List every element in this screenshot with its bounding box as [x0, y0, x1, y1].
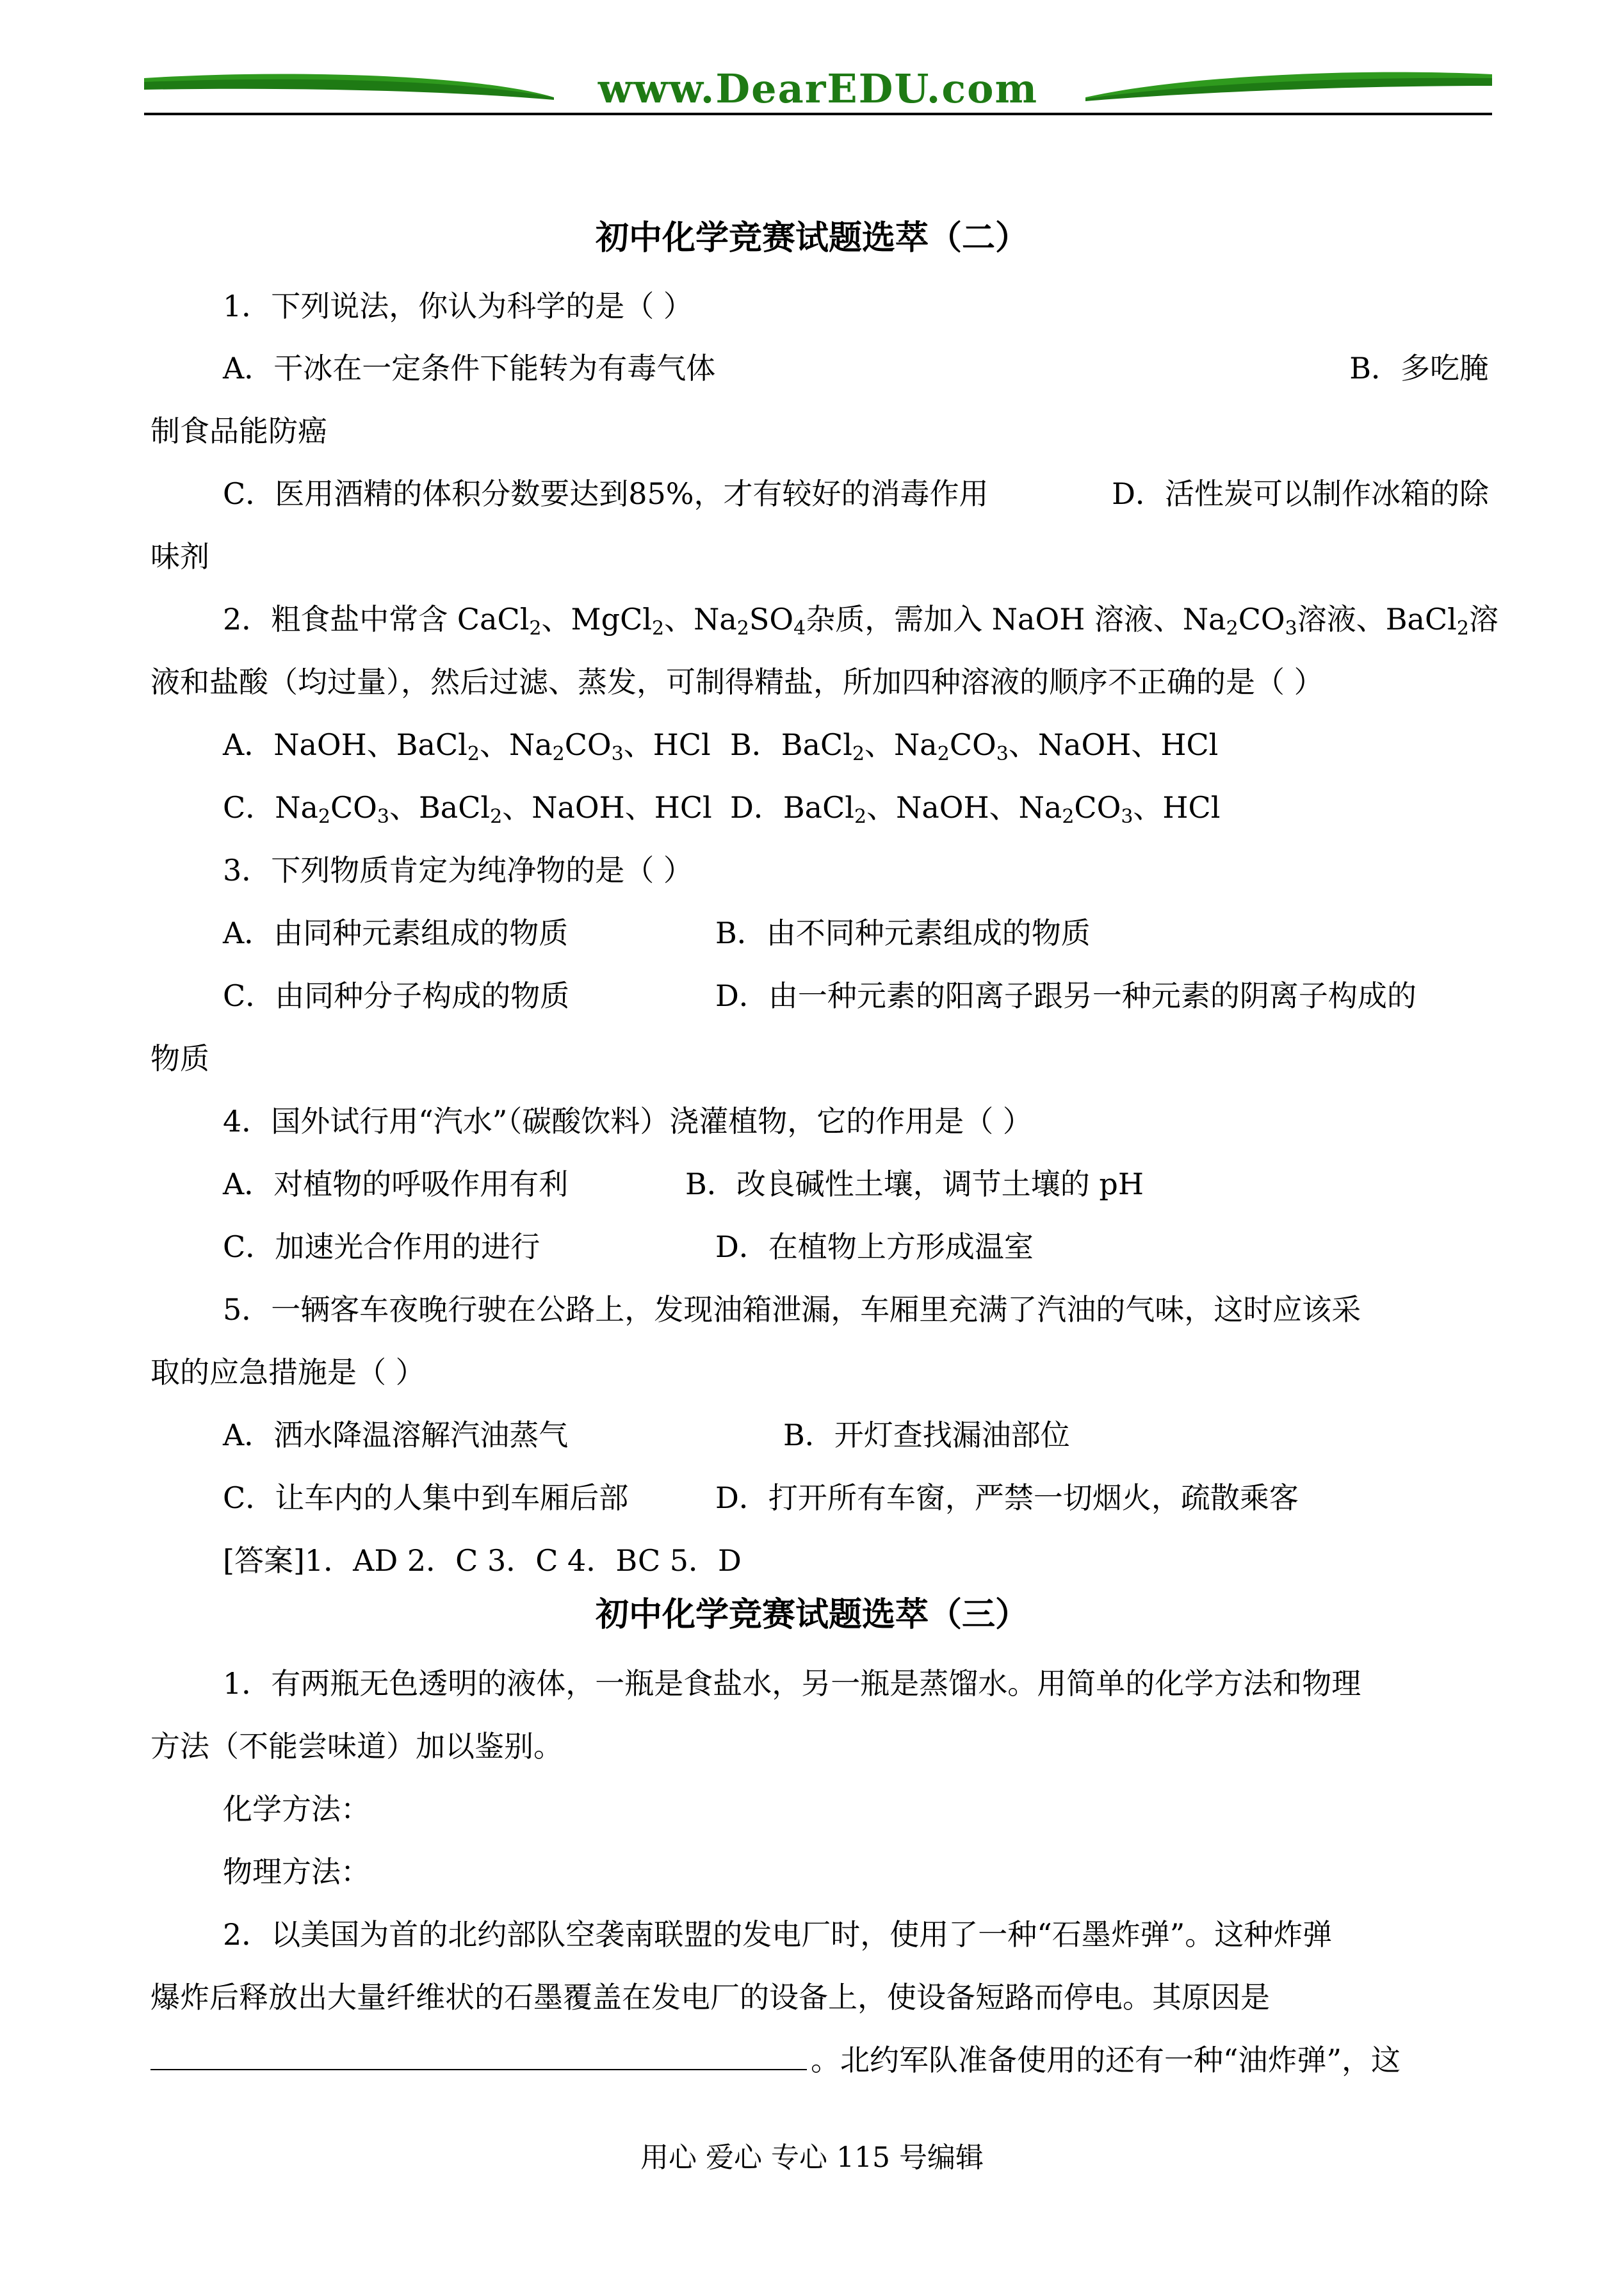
q4-options-ab: [223, 1165, 1489, 1203]
q4-stem: 4．国外试行用“汽水”（碳酸饮料）浇灌植物，它的作用是（ ）: [223, 1104, 1032, 1139]
q3-option-d-continued: 物质: [150, 1041, 209, 1076]
q5-options-cd: [223, 1479, 1489, 1517]
q2-stem: 2．粗食盐中常含 CaCl$_2$、MgCl$_2$、$Na_2SO_4$杂质，需加入 NaOH 溶液、$Na_2CO_3$溶液、BaCl$_2$溶: [223, 602, 1498, 640]
q1-option-c: C．医用酒精的体积分数要达到85%，才有较好的消毒作用: [223, 476, 989, 511]
q2-option-d: D．BaCl$_2$、NaOH、$Na_2CO_3$、HCl: [730, 790, 1221, 828]
q3-options-cd: [223, 977, 1489, 1015]
s3-q2-stem-continued: 爆炸后释放出大量纤维状的石墨覆盖在发电厂的设备上，使设备短路而停电。其原因是: [150, 1980, 1270, 2015]
q5-options-ab: [223, 1416, 1489, 1454]
q4-option-c: C．加速光合作用的进行: [223, 1229, 540, 1264]
q2-option-a: A．NaOH、BaCl$_2$、$Na_2CO_3$、HCl: [223, 727, 711, 765]
q2-stem-continued: 液和盐酸（均过量），然后过滤、蒸发，可制得精盐，所加四种溶液的顺序不正确的是（ ）: [150, 665, 1324, 699]
q2-options-cd: [223, 788, 1489, 827]
q5-option-c: C．让车内的人集中到车厢后部: [223, 1480, 629, 1515]
s3-q2-stem-blank-line: 。北约军队准备使用的还有一种“油炸弹”，这: [150, 2041, 1489, 2079]
section-title-3: 初中化学竞赛试题选萃（三）: [595, 1595, 1028, 1634]
q4-option-b: B．改良碱性土壤，调节土壤的 pH: [685, 1167, 1144, 1201]
q3-options-ab: [223, 914, 1489, 952]
q5-option-d: D．打开所有车窗，严禁一切烟火，疏散乘客: [715, 1480, 1299, 1515]
q1-option-b: B．多吃腌: [1349, 351, 1489, 385]
q1-option-a: A．干冰在一定条件下能转为有毒气体: [223, 351, 716, 385]
q1-option-d: D．活性炭可以制作冰箱的除: [1112, 476, 1489, 511]
q4-option-a: A．对植物的呼吸作用有利: [223, 1167, 569, 1201]
site-logo-text: www.DearEDU.com: [597, 65, 1039, 112]
q3-option-b: B．由不同种元素组成的物质: [715, 916, 1091, 950]
q2-options-ab: [223, 726, 1489, 764]
q1-options-cd: [223, 474, 1489, 513]
q1-stem: 1．下列说法，你认为科学的是（ ）: [223, 289, 693, 323]
q1-option-b-continued: 制食品能防癌: [150, 414, 327, 448]
q1-options-ab: [223, 349, 1489, 387]
q5-option-b: B．开灯查找漏油部位: [783, 1418, 1070, 1452]
q3-stem: 3．下列物质肯定为纯净物的是（ ）: [223, 853, 693, 888]
q1-option-d-continued: 味剂: [150, 539, 209, 574]
page-footer: 用心 爱心 专心 115 号编辑: [640, 2141, 984, 2174]
q5-stem: 5．一辆客车夜晚行驶在公路上，发现油箱泄漏，车厢里充满了汽油的气味，这时应该采: [223, 1292, 1361, 1327]
q4-option-d: D．在植物上方形成温室: [715, 1229, 1034, 1264]
answer-blank: [150, 2041, 807, 2070]
q4-options-cd: [223, 1228, 1489, 1266]
q3-option-d: D．由一种元素的阳离子跟另一种元素的阴离子构成的: [715, 978, 1417, 1013]
q2-option-b: B．BaCl$_2$、$Na_2CO_3$、NaOH、HCl: [730, 727, 1219, 765]
s3-q1-stem: 1．有两瓶无色透明的液体，一瓶是食盐水，另一瓶是蒸馏水。用简单的化学方法和物理: [223, 1666, 1361, 1701]
site-banner: [144, 64, 1492, 128]
q2-option-c: C．$Na_2CO_3$、BaCl$_2$、NaOH、HCl: [223, 790, 712, 828]
q3-option-c: C．由同种分子构成的物质: [223, 978, 570, 1013]
s3-q1-stem-continued: 方法（不能尝味道）加以鉴别。: [150, 1729, 563, 1764]
physical-method-label: 物理方法：: [223, 1854, 370, 1889]
s3-q2-stem: 2．以美国为首的北约部队空袭南联盟的发电厂时，使用了一种“石墨炸弹”。这种炸弹: [223, 1917, 1333, 1952]
q5-option-a: A．洒水降温溶解汽油蒸气: [223, 1418, 569, 1452]
section-title-2: 初中化学竞赛试题选萃（二）: [595, 218, 1028, 257]
answer-key: [答案]1．AD 2．C 3．C 4．BC 5．D: [223, 1543, 742, 1578]
q5-stem-continued: 取的应急措施是（ ）: [150, 1355, 425, 1390]
chemical-method-label: 化学方法：: [223, 1792, 370, 1826]
q3-option-a: A．由同种元素组成的物质: [223, 916, 569, 950]
